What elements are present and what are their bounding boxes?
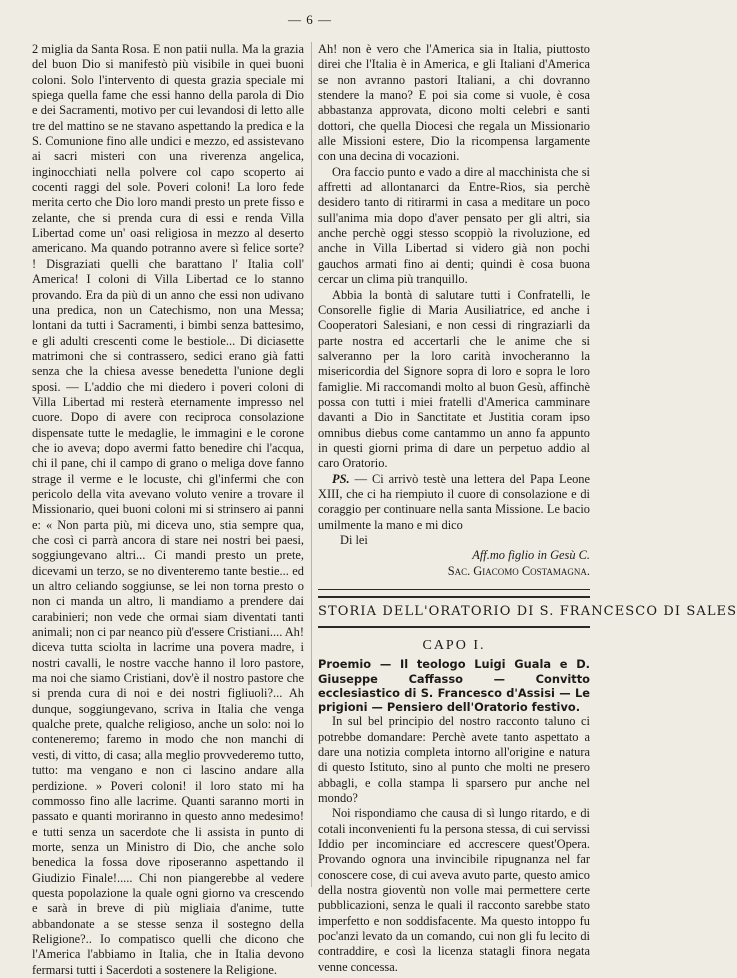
- left-column: [32, 42, 304, 978]
- page-number: — 6 —: [288, 12, 332, 27]
- right-column: [318, 42, 737, 975]
- chapter-summary: Proemio — Il teologo Luigi Guala e D. Giuseppe Caffasso — Convitto ecclesiastico di S. Francesco d'Assisi — Le prigioni — Pensiero dell'Oratorio festivo.: [318, 657, 590, 714]
- right-paragraph: Ora faccio punto e vado a dire al macchinista che si affretti ad allontanarci da Entre-Rios, sia perchè desidero tanto di ritirarmi in casa a meditare un poco sull'anima mia dopo d'aver pensato per gli altri, sia anche perchè oggi stesso scoppiò la rivoluzione, ed anche in Villa Libertad si videro già non pochi gauchos armati fino ai denti; quindi è cosa buona cercar un clima più tranquillo.: [318, 164, 590, 287]
- signoff: Di lei: [340, 533, 368, 547]
- signature-name: Sac. Giacomo Costamagna.: [447, 563, 590, 578]
- signature-line: Aff.mo figlio in Gesù C.: [472, 548, 590, 563]
- chapter-heading: CAPO I.: [422, 638, 486, 654]
- chapter-paragraph: Noi rispondiamo che causa di sì lungo ritardo, e di cotali inconvenienti fu la persona stessa, di cui servissi Iddio per incominciare ed accrescere quest'Opera. Provando ognora una invincibile ripugnanza nel far conoscere cose, di cui aveva avuto parte, questo amico della nostra gioventù non volle mai permettere certe pubblicazioni, senza le quali il racconto sarebbe stato imperfetto e non soddisfacente. Ma questo intoppo fu poc'anzi levato da un comando, cui non gli fu lecito di contraddire, e così la licenza statagli finora negata venne concessa.: [318, 806, 590, 974]
- section-rule: [318, 589, 590, 590]
- postscript: [318, 472, 590, 533]
- right-paragraph: Abbia la bontà di salutare tutti i Confratelli, le Consorelle figlie di Maria Ausiliatrice, ed anche i Cooperatori Salesiani, e non cessi di ringraziarli da parte nostra ed accertarli che le anime che si salveranno per la loro carità invocheranno la misericordia del Signore sopra di loro e sopra le loro famiglie. Mi raccomandi molto al buon Gesù, affinchè possa con tutti i miei fratelli d'America camminare davanti a Dio in Sanctitate et Justitia coram ipso omnibus diebus come cantammo un anno fa appunto in questi giorni prima di dare un perpetuo addio al caro Oratorio.: [318, 287, 590, 471]
- section-title: STORIA DELL'ORATORIO DI S. FRANCESCO DI SALES: [318, 596, 590, 628]
- right-paragraph: Ah! non è vero che l'America sia in Italia, piuttosto direi che l'Italia è in America, e gli Italiani d'America se non avranno pastori Italiani, a chi dovranno stendere la mano? E poi sia come si vuole, è cosa abbastanza approvata, dicono molti celebri e santi dottori, che quella Diocesi che regala un Missionario alle Missioni estere, Dio la ricompensa largamente con una decina di vocazioni.: [318, 42, 590, 164]
- ps-text: — Ci arrivò testè una lettera del Papa Leone XIII, che ci ha riempiuto il cuore di consolazione e di coraggio per continuare nella santa Missione. Le bacio umilmente la mano e mi dico: [318, 471, 590, 532]
- chapter-paragraph: In sul bel principio del nostro racconto taluno ci potrebbe domandare: Perchè avete tanto aspettato a dare una notizia completa intorno all'origine e natura di questo Istituto, sino al punto che molti ne presero abbagli, e colla stampa li sparsero pur anche nel mondo?: [318, 714, 590, 805]
- ps-label: PS.: [332, 471, 350, 486]
- left-paragraph: 2 miglia da Santa Rosa. E non patii nulla. Ma la grazia del buon Dio si manifestò più visibile in quei buoni coloni. Solo l'intervento di questa grazia speciale mi spiega quella fame che essi hanno della parola di Dio e dei Sacramenti, motivo per cui levandosi di letto alle tre del mattino se ne stavano aspettando la predica e la S. Comunione fino alle undici e mezzo, ed assistevano ai sacri misteri con una riverenza angelica, inginocchiati nella polvere col capo scoperto ai cocenti raggi del sole. Poveri coloni! La loro fede merita certo che Dio loro mandi presto un prete fisso e zelante, che si prenda cura di essi e renda Villa Libertad come un' oasi religiosa in mezzo al deserto americano. Ma quando potranno avere sì felice sorte? ! Disgraziati quelli che barattano l' Italia coll' America! I coloni di Villa Libertad ce lo stanno provando. Era da più di un anno che essi non udivano una predica, non un Catechismo, non una Messa; lontani da tutti i Sacramenti, i bimbi senza battesimo, e gli adulti crescenti come le bestiole... Di diciasette matrimoni che si contrassero, sedici erano già fatti senza che la chiesa avesse benedetta l'unione degli sposi. — L'addio che mi diedero i poveri coloni di Villa Libertad mi resterà eternamente impresso nel cuore. Dopo di avere con reciproca consolazione dispensate tutte le medaglie, le immagini e le corone che io aveva; dopo avermi fatto benedire chi l'acqua, chi il pane, chi il campo di grano o meliga dove fanno strage il verme e le locuste, chi gl'infermi che con pericolo della vita avevano voluto venire a trovare il Missionario, quei buoni coloni mi si strinsero ai panni e: « Non parta più, mi diceva uno, stia sempre qua, che così ci parrà ancora di stare nei nostri bei paesi, soggiungevano altri... Ci mandi presto un prete, dicevami un terzo, se no diventeremo tante bestie... ed un altro celiando soggiunse, se lei non torna presto o non ci manda un altro, li mandiamo a prendere dai carabinieri; non vede che ormai siam diventati tanti animali; non ci par neanco più d'essere Cristiani.... Ah! diceva tutta sciolta in lacrime una povera madre, i nostri cavalli, le nostre vacche hanno il loro pastore, ma noi che siamo Cristiani, dov'è il nostro pastore che si prenda cura di noi e dei nostri figliuoli?... Ah dunque, soggiungevano, scriva in Italia che venga qualche prete, qualche religioso, anche un solo: noi lo conteneremo; faremo in modo che non manchi di vesti, di vitto, di casa; alla meglio provvederemo tutto, tutto: ma vengano e non ci lascino andare alla perdizione. » Poveri coloni! il loro stato mi ha commosso fino alle lacrime. Quanti saranno morti in passato e quanti moriranno in questo anno medesimo! e tutti senza un sacerdote che li assista in punto di morte, senza un Ministro di Dio, che anche solo benedica la fossa dove riposeranno aspettando il Giudizio Finale!..... Chi non piangerebbe al vedere questa popolazione la quale ogni giorno va crescendo e sarà in breve di più migliaia d'anime, tutte abbandonate a se stesse senza il sostegno della Religione?.. Io compatisco quelli che dicono che l'America l'abbiamo in Italia, che in Italia devono fermarsi tutti i Sacerdoti a sostenere la Religione.: [32, 42, 305, 977]
- column-divider: [311, 42, 312, 887]
